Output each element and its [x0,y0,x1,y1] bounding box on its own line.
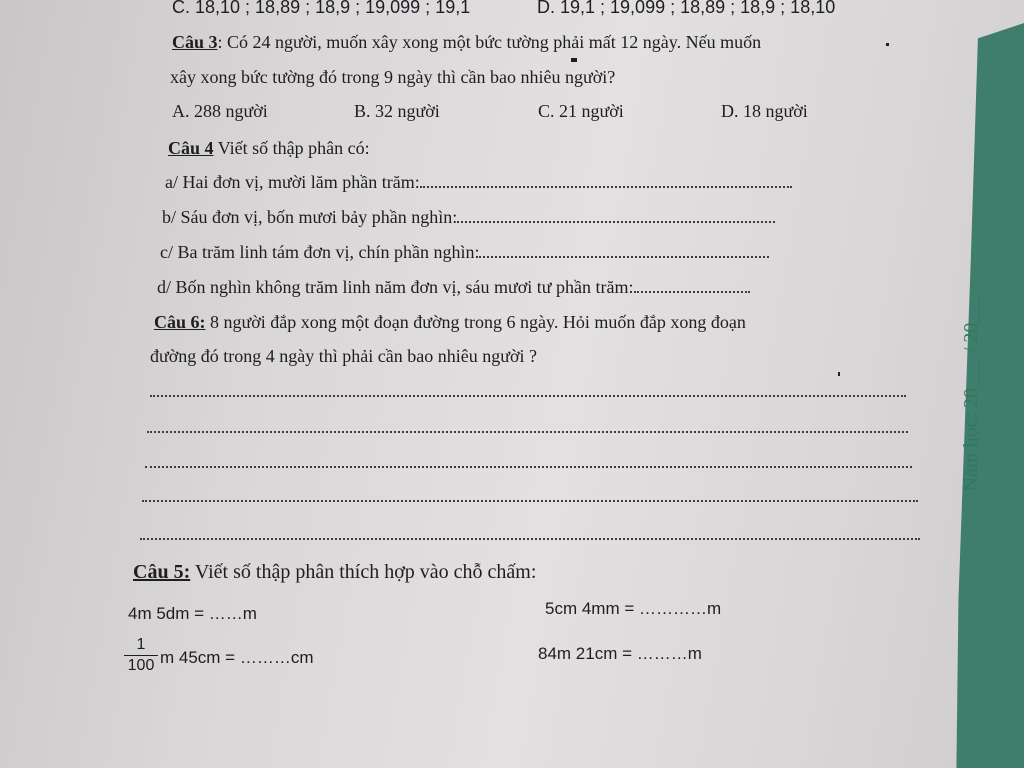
fraction-one-hundredth [124,636,158,675]
q6-line1 [154,312,746,333]
answer-line [147,431,908,433]
fraction-numerator: 1 [136,636,146,653]
q2-option-d: D. 19,1 ; 19,099 ; 18,89 ; 18,9 ; 18,10 [537,0,836,17]
q3-line2: xây xong bức tường đó trong 9 ngày thì cần bao nhiêu người? [170,67,616,87]
q3-text: : Có 24 người, muốn xây xong một bức tường phải mất 12 ngày. Nếu muốn [217,32,762,52]
pen-mark [838,372,840,376]
q3-line1 [172,32,761,53]
q5-item-b: 5cm 4mm = …………m [545,599,722,618]
q3-option-b: B. 32 người [354,101,440,121]
q6-text: 8 người đắp xong một đoạn đường trong 6 ngày. Hỏi muốn đắp xong đoạn [205,312,746,332]
q4-heading [168,138,370,159]
pen-mark [886,43,889,46]
q3-option-d: D. 18 người [721,101,808,121]
fraction-denominator: 100 [127,657,155,674]
q4-item-b [162,207,775,228]
q2-option-c: C. 18,10 ; 18,89 ; 18,9 ; 19,099 ; 19,1 [172,0,471,17]
fraction-bar [124,655,158,656]
q4-item-b-text: b/ Sáu đơn vị, bốn mươi bảy phần nghìn: [162,207,458,227]
answer-line [140,538,920,540]
school-year-label: Năm học: 20___ / 20___ [960,292,982,492]
pen-mark [571,58,577,62]
q6-line2: đường đó trong 4 ngày thì phải cần bao nhiêu người ? [150,346,537,366]
q5-item-a: 4m 5dm = ……m [128,604,257,623]
q6-label: Câu 6: [154,312,206,332]
answer-line [150,395,906,397]
q4-title: Viết số thập phân có: [217,138,370,158]
q5-heading [133,561,536,584]
q4-item-d [157,277,750,298]
q5-title: Viết số thập phân thích hợp vào chỗ chấm: [190,561,537,583]
answer-line [145,466,912,468]
q5-item-c: m 45cm = ………cm [160,648,314,667]
q4-item-c [160,242,769,263]
q5-label: Câu 5: [133,561,191,583]
answer-dots [420,185,792,188]
q4-item-d-text: d/ Bốn nghìn không trăm linh năm đơn vị, sáu mươi tư phần trăm: [157,277,634,297]
q3-label: Câu 3 [172,32,218,52]
q3-option-c: C. 21 người [538,101,624,121]
q5-item-d: 84m 21cm = ………m [538,644,702,663]
q4-item-a [165,172,792,193]
answer-dots [634,290,750,293]
answer-dots [457,220,775,223]
q4-item-c-text: c/ Ba trăm linh tám đơn vị, chín phần nghìn: [160,242,480,262]
answer-line [142,500,918,502]
q4-item-a-text: a/ Hai đơn vị, mười lăm phần trăm: [165,172,420,192]
q3-option-a: A. 288 người [172,101,268,121]
q4-label: Câu 4 [168,138,214,158]
answer-dots [479,255,769,258]
